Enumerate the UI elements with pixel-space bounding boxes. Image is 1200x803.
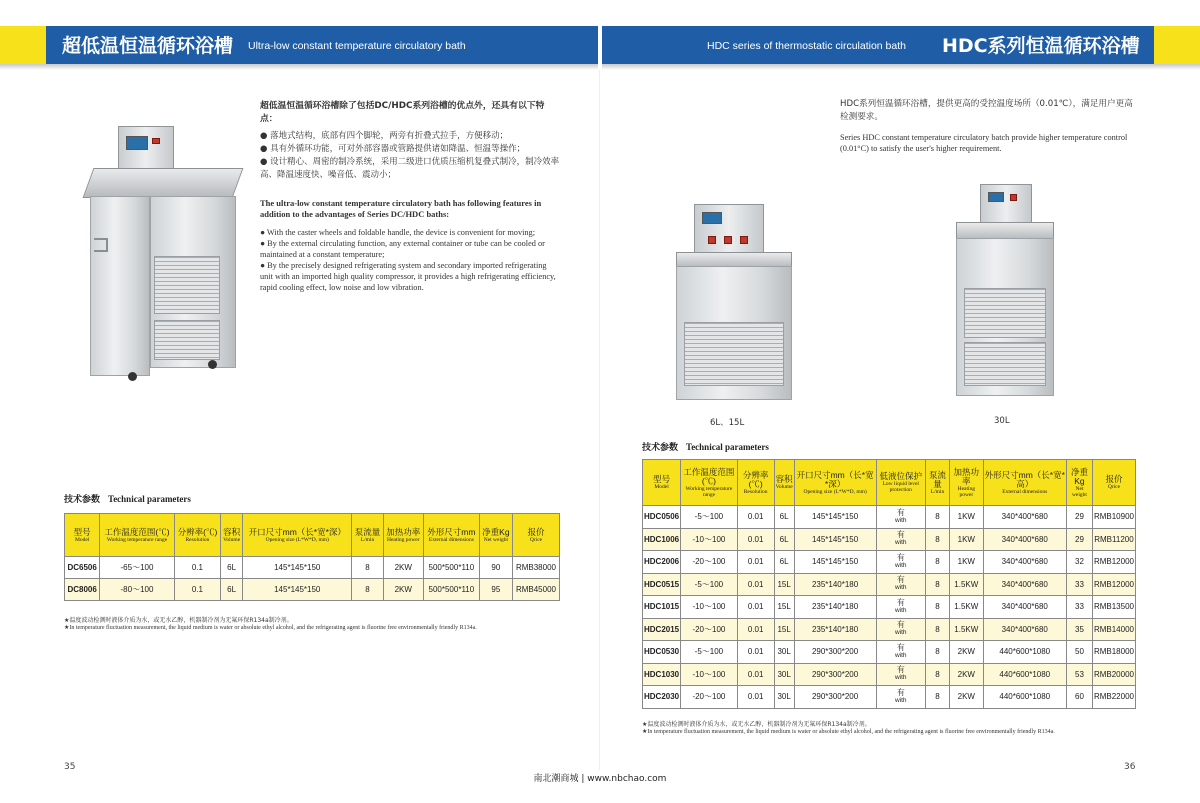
table-cell: RMB18000 <box>1092 641 1135 664</box>
column-header-cn: 报价 <box>527 526 545 537</box>
table-cell: 1.5KW <box>950 573 983 596</box>
column-header-en: L/min <box>930 488 945 495</box>
table-cell: 8 <box>925 528 949 551</box>
table-cell: 6L <box>221 557 243 579</box>
table-cell: -20～100 <box>681 686 738 709</box>
table-cell: RMB13500 <box>1092 596 1135 619</box>
intro-en-bullet: ● By the precisely designed refrigerating system and secondary imported refrigerating unit with an imported high quality compressor, it provides a high refrigerating efficiency, rapid cooling effect, low noise and low vibration. <box>260 261 556 292</box>
left-note-en: ★In temperature fluctuation measurement, the liquid medium is water or absolute ethyl alcohol, and the refrigerating agent is fluorine free environmentally friendly R134a. <box>64 624 477 631</box>
table-cell: 0.01 <box>737 618 774 641</box>
control-button <box>1010 194 1017 201</box>
table-cell: 290*300*200 <box>794 663 876 686</box>
table-cell: 8 <box>925 551 949 574</box>
table-cell: 30L <box>774 641 794 664</box>
right-note-cn: ★温度波动检测时液体介质为水，或无水乙醇，机器制冷剂为无氟环保R134a制冷剂。 <box>642 721 871 728</box>
table-cell: 0.01 <box>737 528 774 551</box>
table-cell: 290*300*200 <box>794 686 876 709</box>
page-number-right: 36 <box>1124 762 1136 772</box>
table-cell: 0.01 <box>737 641 774 664</box>
table-cell-text: 有 <box>896 597 905 607</box>
table-cell: 2KW <box>383 557 423 579</box>
column-header-en: L/min <box>360 536 375 543</box>
display-screen <box>988 192 1004 202</box>
left-intro <box>260 100 560 293</box>
column-header-cn: 净重Kg <box>482 526 510 537</box>
column-header-cn: 开口尺寸mm（长*宽*深） <box>248 526 346 537</box>
table-cell: 15L <box>774 618 794 641</box>
table-cell: RMB20000 <box>1092 663 1135 686</box>
column-header-cn: 净重Kg <box>1070 466 1088 486</box>
column-header-en: Model <box>74 536 90 543</box>
table-row <box>643 551 1136 574</box>
column-header-cn: 低液位保护 <box>879 471 922 481</box>
table-cell: -80～100 <box>100 579 174 601</box>
column-header-cn: 型号 <box>653 474 671 484</box>
column-header-en: Qrice <box>1107 484 1121 490</box>
table-cell: RMB38000 <box>512 557 559 579</box>
right-table-note <box>642 721 1142 736</box>
header-title-right-cn: HDC系列恒温循环浴槽 <box>942 35 1140 57</box>
column-header-cn: 加热功率 <box>953 466 980 486</box>
table-cell-protection <box>876 551 925 574</box>
table-cell: 33 <box>1067 573 1093 596</box>
table-cell: 2KW <box>950 663 983 686</box>
table-cell: 8 <box>925 641 949 664</box>
table-cell: 6L <box>774 506 794 529</box>
vent-grille-lower <box>964 342 1046 386</box>
table-cell-protection <box>876 618 925 641</box>
table-cell: 235*140*180 <box>794 618 876 641</box>
column-header-cn: 分辨率(℃) <box>177 526 218 537</box>
table-cell: 8 <box>352 557 383 579</box>
front-panel <box>90 196 150 376</box>
right-intro-cn: HDC系列恒温循环浴槽，提供更高的受控温度场所（0.01℃），满足用户更高检测要求。 <box>840 99 1133 122</box>
table-cell: 6L <box>774 528 794 551</box>
table-cell: 90 <box>479 557 512 579</box>
table-cell: 235*140*180 <box>794 573 876 596</box>
table-cell: 1.5KW <box>950 596 983 619</box>
table-cell-text: 有 <box>896 552 905 562</box>
table-cell: -20～100 <box>681 618 738 641</box>
column-header-cn: 容积 <box>775 474 793 484</box>
table-cell-text: 有 <box>896 530 905 540</box>
table-cell: 145*145*150 <box>794 551 876 574</box>
vent-grille-lower <box>154 320 220 360</box>
table-cell: 60 <box>1067 686 1093 709</box>
column-header <box>383 514 423 557</box>
table-cell-protection <box>876 596 925 619</box>
table-cell: 0.01 <box>737 551 774 574</box>
right-table-title <box>642 440 769 453</box>
table-cell: 30L <box>774 663 794 686</box>
table-cell: -20～100 <box>681 551 738 574</box>
vent-grille-upper <box>964 288 1046 338</box>
header-title-left-en: Ultra-low constant temperature circulatory bath <box>248 40 466 52</box>
table-cell: RMB22000 <box>1092 686 1135 709</box>
table-cell: 290*300*200 <box>794 641 876 664</box>
control-box <box>118 126 174 174</box>
column-header <box>512 514 559 557</box>
table-cell-text: 有 <box>896 642 905 652</box>
column-header-cn: 外形尺寸mm（长*宽*高） <box>984 469 1065 489</box>
table-cell: -65～100 <box>100 557 174 579</box>
table-cell-text: with <box>894 606 907 614</box>
table-cell-text: 有 <box>896 575 905 585</box>
table-cell: 1.5KW <box>950 618 983 641</box>
table-row <box>643 506 1136 529</box>
table-cell: 6L <box>221 579 243 601</box>
column-header-en: Working temperature range <box>106 536 168 543</box>
table-cell: 340*400*680 <box>983 506 1066 529</box>
column-header <box>681 460 738 506</box>
column-header-cn: 报价 <box>1105 474 1123 484</box>
table-row <box>65 579 560 601</box>
column-header-en: External dimensions <box>1002 488 1048 495</box>
column-header-cn: 外形尺寸mm <box>427 526 476 537</box>
table-cell-text: with <box>894 696 907 704</box>
table-cell: -10～100 <box>681 528 738 551</box>
header-shadow-right <box>602 64 1200 70</box>
table-cell-text: with <box>894 629 907 637</box>
column-header-en: Resolution <box>743 488 768 495</box>
intro-cn-bullets <box>260 130 560 182</box>
table-cell-protection <box>876 686 925 709</box>
column-header-cn: 分辨率(℃) <box>742 469 769 489</box>
right-intro <box>840 98 1140 154</box>
column-header <box>243 514 352 557</box>
column-header-cn: 泵流量 <box>354 526 381 537</box>
table-cell: 32 <box>1067 551 1093 574</box>
table-cell-model: HDC1015 <box>643 596 681 619</box>
table-cell: 0.01 <box>737 663 774 686</box>
intro-en-title: The ultra-low constant temperature circulatory bath has following features in addition to the advantages of Series DC/HDC baths: <box>260 198 542 219</box>
display-screen <box>702 212 722 224</box>
table-cell-model: HDC1030 <box>643 663 681 686</box>
table-cell: RMB12000 <box>1092 551 1135 574</box>
display-screen <box>126 136 148 150</box>
table-cell-model: HDC0515 <box>643 573 681 596</box>
table-cell: 8 <box>352 579 383 601</box>
table-cell: 440*600*1080 <box>983 686 1066 709</box>
table-cell: 8 <box>925 506 949 529</box>
table-cell: RMB11200 <box>1092 528 1135 551</box>
table-cell-text: with <box>894 561 907 569</box>
table-cell: 0.01 <box>737 573 774 596</box>
column-header <box>100 514 174 557</box>
table-cell: 8 <box>925 573 949 596</box>
right-table-title-cn: 技术参数 <box>642 443 679 453</box>
vent-grille-upper <box>154 256 220 314</box>
header-shadow-left <box>0 64 598 70</box>
ultra-low-bath-image <box>80 120 250 390</box>
table-cell: 340*400*680 <box>983 573 1066 596</box>
table-cell: 8 <box>925 618 949 641</box>
column-header <box>352 514 383 557</box>
table-cell: 440*600*1080 <box>983 663 1066 686</box>
header-title-right-en: HDC series of thermostatic circulation bath <box>707 40 906 52</box>
hdc-small-bath-image <box>672 200 797 410</box>
left-table-title-en: Technical parameters <box>108 494 191 504</box>
column-header-en: Heating power <box>387 536 420 543</box>
intro-en-bullets <box>260 227 560 293</box>
caption-small: 6L、15L <box>710 418 745 428</box>
control-button <box>152 138 160 144</box>
table-cell: 53 <box>1067 663 1093 686</box>
table-cell: 30L <box>774 686 794 709</box>
table-cell: 6L <box>774 551 794 574</box>
table-cell: 0.01 <box>737 686 774 709</box>
column-header <box>174 514 221 557</box>
column-header <box>983 460 1066 506</box>
table-cell: 1KW <box>950 551 983 574</box>
table-cell: 29 <box>1067 506 1093 529</box>
table-cell-text: with <box>894 516 907 524</box>
table-cell: 2KW <box>383 579 423 601</box>
table-cell-protection <box>876 528 925 551</box>
table-cell: 8 <box>925 596 949 619</box>
table-cell: -5～100 <box>681 506 738 529</box>
table-cell: 0.01 <box>737 506 774 529</box>
table-cell-model: DC8006 <box>65 579 100 601</box>
fold-handle <box>94 238 108 252</box>
table-cell-text: 有 <box>896 507 905 517</box>
intro-cn-bullet: ● 设计精心、周密的制冷系统，采用二级进口优质压缩机复叠式制冷，制冷效率高、降温速度快、噪音低、震动小； <box>260 157 560 180</box>
footer-site: 南北潮商城 | www.nbchao.com <box>533 774 667 784</box>
table-cell-protection <box>876 506 925 529</box>
table-cell-text: 有 <box>896 620 905 630</box>
table-cell-protection <box>876 641 925 664</box>
table-cell-text: with <box>894 539 907 547</box>
column-header-en: Opening size (L*W*D, mm) <box>265 536 329 543</box>
column-header <box>1067 460 1093 506</box>
column-header-cn: 工作温度范围(℃) <box>683 466 735 486</box>
column-header-en: External dimensions <box>428 536 474 543</box>
column-header <box>794 460 876 506</box>
column-header <box>643 460 681 506</box>
control-box <box>980 184 1032 226</box>
table-cell: 340*400*680 <box>983 596 1066 619</box>
table-cell: -10～100 <box>681 663 738 686</box>
column-header <box>876 460 925 506</box>
header-title-left-cn: 超低温恒温循环浴槽 <box>62 35 234 57</box>
left-table-title <box>64 492 191 505</box>
table-row <box>65 557 560 579</box>
table-cell-model: HDC0530 <box>643 641 681 664</box>
column-header-en: Low liquid level protection <box>882 481 919 493</box>
table-cell-model: HDC2030 <box>643 686 681 709</box>
vent-grille <box>684 322 784 386</box>
table-cell: 15L <box>774 573 794 596</box>
caster-wheel <box>128 372 137 381</box>
table-cell: 145*145*150 <box>243 557 352 579</box>
table-cell: 1KW <box>950 506 983 529</box>
table-cell: 1KW <box>950 528 983 551</box>
column-header-cn: 工作温度范围(℃) <box>104 526 170 537</box>
left-table-title-cn: 技术参数 <box>64 495 101 505</box>
table-cell: -5～100 <box>681 573 738 596</box>
table-cell: 0.1 <box>174 557 221 579</box>
table-cell-model: HDC1006 <box>643 528 681 551</box>
control-button <box>708 236 716 244</box>
table-cell: 235*140*180 <box>794 596 876 619</box>
column-header <box>1092 460 1135 506</box>
column-header-en: Volume <box>775 484 793 490</box>
column-header-en: Qrice <box>529 536 543 543</box>
table-cell: 2KW <box>950 641 983 664</box>
table-cell: 29 <box>1067 528 1093 551</box>
page-spine <box>599 70 600 770</box>
column-header <box>479 514 512 557</box>
table-cell: 8 <box>925 686 949 709</box>
table-row <box>643 686 1136 709</box>
intro-en-bullet: ● With the caster wheels and foldable handle, the device is convenient for moving; <box>260 228 536 237</box>
intro-cn-bullet: ● 具有外循环功能，可对外部容器或管路提供诸如降温、恒温等操作； <box>260 144 526 154</box>
column-header-cn: 泵流量 <box>929 469 947 489</box>
table-cell: -10～100 <box>681 596 738 619</box>
column-header-cn: 开口尺寸mm（长*宽*深） <box>796 469 874 489</box>
table-cell: 340*400*680 <box>983 551 1066 574</box>
header-accent-right <box>1154 26 1200 64</box>
intro-cn-bullet: ● 落地式结构，底部有四个脚轮，两旁有折叠式拉手，方便移动； <box>260 131 509 141</box>
column-header-en: Working temperature range <box>685 485 733 498</box>
table-row <box>643 641 1136 664</box>
table-cell: 145*145*150 <box>243 579 352 601</box>
table-cell: 15L <box>774 596 794 619</box>
table-cell-text: with <box>894 674 907 682</box>
table-cell: 95 <box>479 579 512 601</box>
table-cell-protection <box>876 663 925 686</box>
right-note-en: ★In temperature fluctuation measurement, the liquid medium is water or absolute ethyl alcohol, and the refrigerating agent is fluorine free environmentally friendly R134a. <box>642 728 1055 735</box>
column-header-en: Resolution <box>185 536 210 543</box>
control-button <box>740 236 748 244</box>
left-note-cn: ★温度波动检测时液体介质为水，或无水乙醇，机器制冷剂为无氟环保R134a制冷剂。 <box>64 617 293 624</box>
column-header <box>221 514 243 557</box>
column-header-cn: 容积 <box>223 526 241 537</box>
table-row <box>643 573 1136 596</box>
right-intro-en: Series HDC constant temperature circulatory batch provide higher temperature control (0.01°C) to satisfy the user's higher requirement. <box>840 133 1128 153</box>
table-cell: -5～100 <box>681 641 738 664</box>
table-cell: 500*500*110 <box>423 579 479 601</box>
table-cell: 8 <box>925 663 949 686</box>
table-cell-model: HDC0506 <box>643 506 681 529</box>
column-header <box>925 460 949 506</box>
column-header-en: Model <box>654 484 669 490</box>
intro-en-bullet: ● By the external circulating function, any external container or tube can be cooled or maintained at a constant temperature; <box>260 239 545 259</box>
hdc-large-bath-image <box>950 180 1060 405</box>
table-cell: 145*145*150 <box>794 528 876 551</box>
table-row <box>643 618 1136 641</box>
top-lid <box>83 168 244 198</box>
column-header-en: Net weight <box>483 536 509 543</box>
column-header-cn: 加热功率 <box>386 526 421 537</box>
column-header-cn: 型号 <box>73 526 91 537</box>
intro-cn-title: 超低温恒温循环浴槽除了包括DC/HDC系列浴槽的优点外，还具有以下特点： <box>260 101 545 124</box>
table-cell: 50 <box>1067 641 1093 664</box>
control-button <box>724 236 732 244</box>
right-spec-table <box>642 459 1136 709</box>
table-cell-text: with <box>894 651 907 659</box>
table-cell: RMB45000 <box>512 579 559 601</box>
caster-wheel <box>208 360 217 369</box>
column-header <box>65 514 100 557</box>
table-cell: 340*400*680 <box>983 618 1066 641</box>
caption-large: 30L <box>994 416 1010 426</box>
table-cell: 0.1 <box>174 579 221 601</box>
left-spec-table <box>64 513 560 601</box>
column-header <box>950 460 983 506</box>
table-row <box>643 528 1136 551</box>
table-cell: 340*400*680 <box>983 528 1066 551</box>
table-cell: 33 <box>1067 596 1093 619</box>
table-cell-text: with <box>894 584 907 592</box>
table-cell: 35 <box>1067 618 1093 641</box>
header-accent-left <box>0 26 46 64</box>
table-cell: 500*500*110 <box>423 557 479 579</box>
table-cell-text: 有 <box>896 687 905 697</box>
table-cell-model: HDC2006 <box>643 551 681 574</box>
table-cell-model: DC6506 <box>65 557 100 579</box>
column-header-en: Heating power <box>957 485 976 498</box>
column-header <box>774 460 794 506</box>
table-cell: 0.01 <box>737 596 774 619</box>
table-cell-model: HDC2015 <box>643 618 681 641</box>
table-cell: RMB12000 <box>1092 573 1135 596</box>
column-header <box>737 460 774 506</box>
table-cell: 440*600*1080 <box>983 641 1066 664</box>
column-header <box>423 514 479 557</box>
right-table-title-en: Technical parameters <box>686 442 769 452</box>
table-cell-text: 有 <box>896 665 905 675</box>
table-row <box>643 596 1136 619</box>
page-number-left: 35 <box>64 762 76 772</box>
left-table-note <box>64 617 564 632</box>
column-header-en: Opening size (L*W*D, mm) <box>803 488 867 495</box>
table-cell-protection <box>876 573 925 596</box>
table-cell: 2KW <box>950 686 983 709</box>
table-row <box>643 663 1136 686</box>
table-cell: 145*145*150 <box>794 506 876 529</box>
table-cell: RMB10900 <box>1092 506 1135 529</box>
table-cell: RMB14000 <box>1092 618 1135 641</box>
column-header-en: Net weight <box>1071 485 1087 498</box>
column-header-en: Volume <box>223 536 241 543</box>
